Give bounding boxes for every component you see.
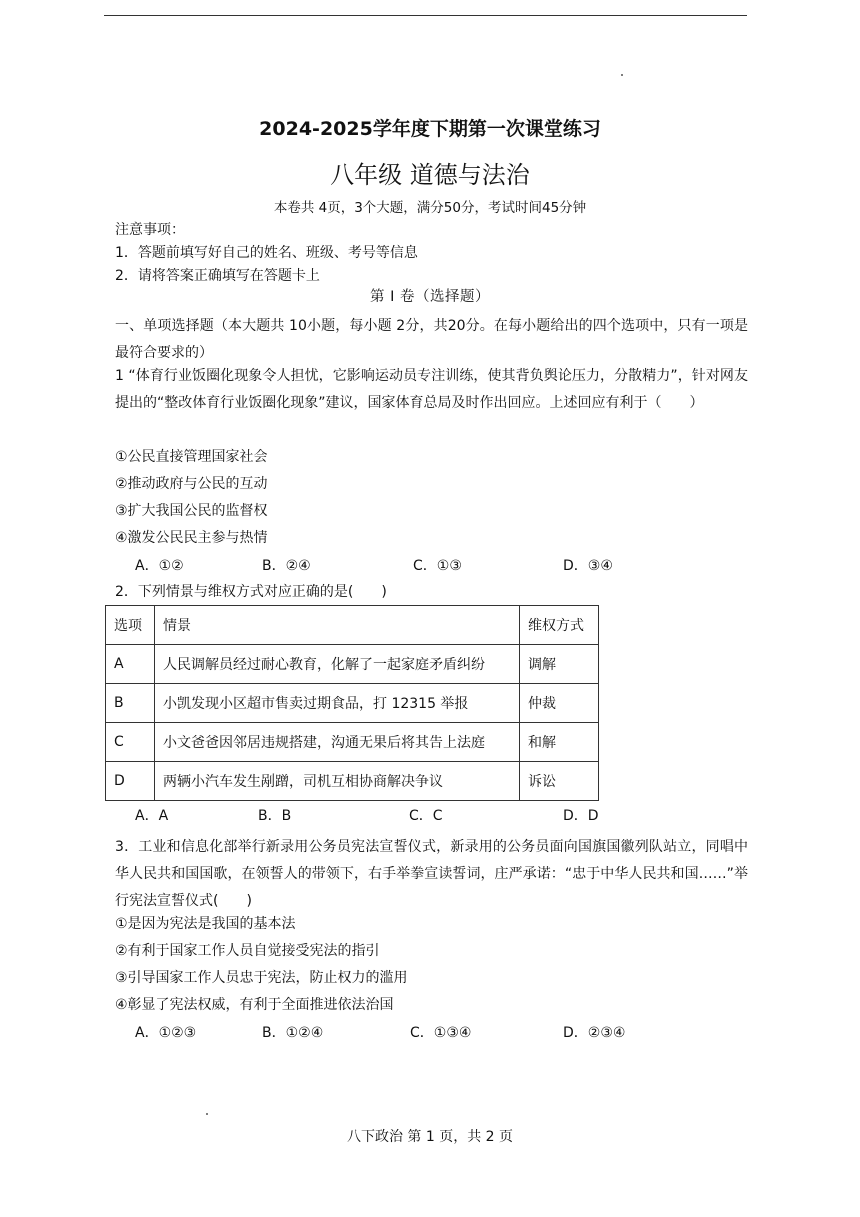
page-footer: 八下政治 第 1 页，共 2 页	[346, 1129, 514, 1145]
part-one-instruction: 一、单项选择题（本大题共 10小题，每小题 2分，共20分。在每小题给出的四个选项中，只有一项是最符合要求的）	[115, 318, 748, 361]
table-header-cell: 情景	[155, 606, 520, 645]
section-title: 第 I 卷（选择题）	[370, 289, 490, 305]
note-item: 2．请将答案正确填写在答题卡上	[115, 268, 320, 284]
table-row	[106, 684, 599, 723]
table-cell: 诉讼	[520, 762, 599, 801]
notes-heading: 注意事项：	[115, 222, 185, 238]
table-cell: A	[106, 645, 155, 684]
q1-statement: ②推动政府与公民的互动	[115, 476, 268, 492]
table-cell: B	[106, 684, 155, 723]
q2-table	[105, 605, 599, 801]
q1-statement: ④激发公民民主参与热情	[115, 530, 268, 546]
table-header-cell: 维权方式	[520, 606, 599, 645]
scan-speck	[621, 74, 623, 76]
q1-statement: ③扩大我国公民的监督权	[115, 503, 268, 519]
table-row	[106, 645, 599, 684]
q2-stem: 2．下列情景与维权方式对应正确的是( )	[115, 584, 387, 600]
table-cell: 人民调解员经过耐心教育，化解了一起家庭矛盾纠纷	[155, 645, 520, 684]
note-item: 1．答题前填写好自己的姓名、班级、考号等信息	[115, 245, 418, 261]
table-header-cell: 选项	[106, 606, 155, 645]
q1-choice-d[interactable]: D．③④	[563, 558, 613, 574]
table-cell: 和解	[520, 723, 599, 762]
q2-choice-a[interactable]: A．A	[135, 808, 169, 824]
q3-choice-b[interactable]: B．①②④	[262, 1025, 324, 1041]
table-cell: 小凯发现小区超市售卖过期食品，打 12315 举报	[155, 684, 520, 723]
table-cell: 仲裁	[520, 684, 599, 723]
table-cell: C	[106, 723, 155, 762]
scan-speck	[206, 1113, 208, 1115]
q3-statement: ①是因为宪法是我国的基本法	[115, 916, 296, 932]
q1-statement: ①公民直接管理国家社会	[115, 449, 268, 465]
table-cell: D	[106, 762, 155, 801]
q3-stem: 3．工业和信息化部举行新录用公务员宪法宣誓仪式，新录用的公务员面向国旗国徽列队站立，同唱中华人民共和国国歌，在领誓人的带领下，右手举拳宣读誓词，庄严承诺：“忠于中华人民共和国……”举行宪法宣誓仪式( )	[115, 839, 748, 909]
q3-statement: ③引导国家工作人员忠于宪法，防止权力的滥用	[115, 970, 408, 986]
table-cell: 小文爸爸因邻居违规搭建，沟通无果后将其告上法庭	[155, 723, 520, 762]
q3-choice-d[interactable]: D．②③④	[563, 1025, 626, 1041]
q3-statement: ④彰显了宪法权威，有利于全面推进依法治国	[115, 997, 394, 1013]
exam-title: 2024-2025学年度下期第一次课堂练习	[259, 118, 601, 140]
q3-statement: ②有利于国家工作人员自觉接受宪法的指引	[115, 943, 380, 959]
q1-choice-b[interactable]: B．②④	[262, 558, 311, 574]
table-cell: 两辆小汽车发生剐蹭，司机互相协商解决争议	[155, 762, 520, 801]
q1-stem: 1 “体育行业饭圈化现象令人担忧，它影响运动员专注训练，使其背负舆论压力，分散精力”，针对网友提出的“整改体育行业饭圈化现象”建议，国家体育总局及时作出回应。上述回应有利于（ ）	[115, 368, 748, 411]
q2-choice-b[interactable]: B．B	[258, 808, 292, 824]
q1-choice-c[interactable]: C．①③	[413, 558, 462, 574]
q1-choice-a[interactable]: A．①②	[135, 558, 184, 574]
q2-choice-d[interactable]: D．D	[563, 808, 599, 824]
table-cell: 调解	[520, 645, 599, 684]
table-header-row	[106, 606, 599, 645]
table-row	[106, 723, 599, 762]
q3-choice-c[interactable]: C．①③④	[410, 1025, 472, 1041]
header-rule	[104, 15, 747, 16]
exam-subtitle: 八年级 道德与法治	[330, 161, 530, 189]
q2-choice-c[interactable]: C．C	[409, 808, 443, 824]
q3-choice-a[interactable]: A．①②③	[135, 1025, 197, 1041]
exam-meta: 本卷共 4页，3个大题，满分50分，考试时间45分钟	[273, 200, 587, 216]
table-row	[106, 762, 599, 801]
